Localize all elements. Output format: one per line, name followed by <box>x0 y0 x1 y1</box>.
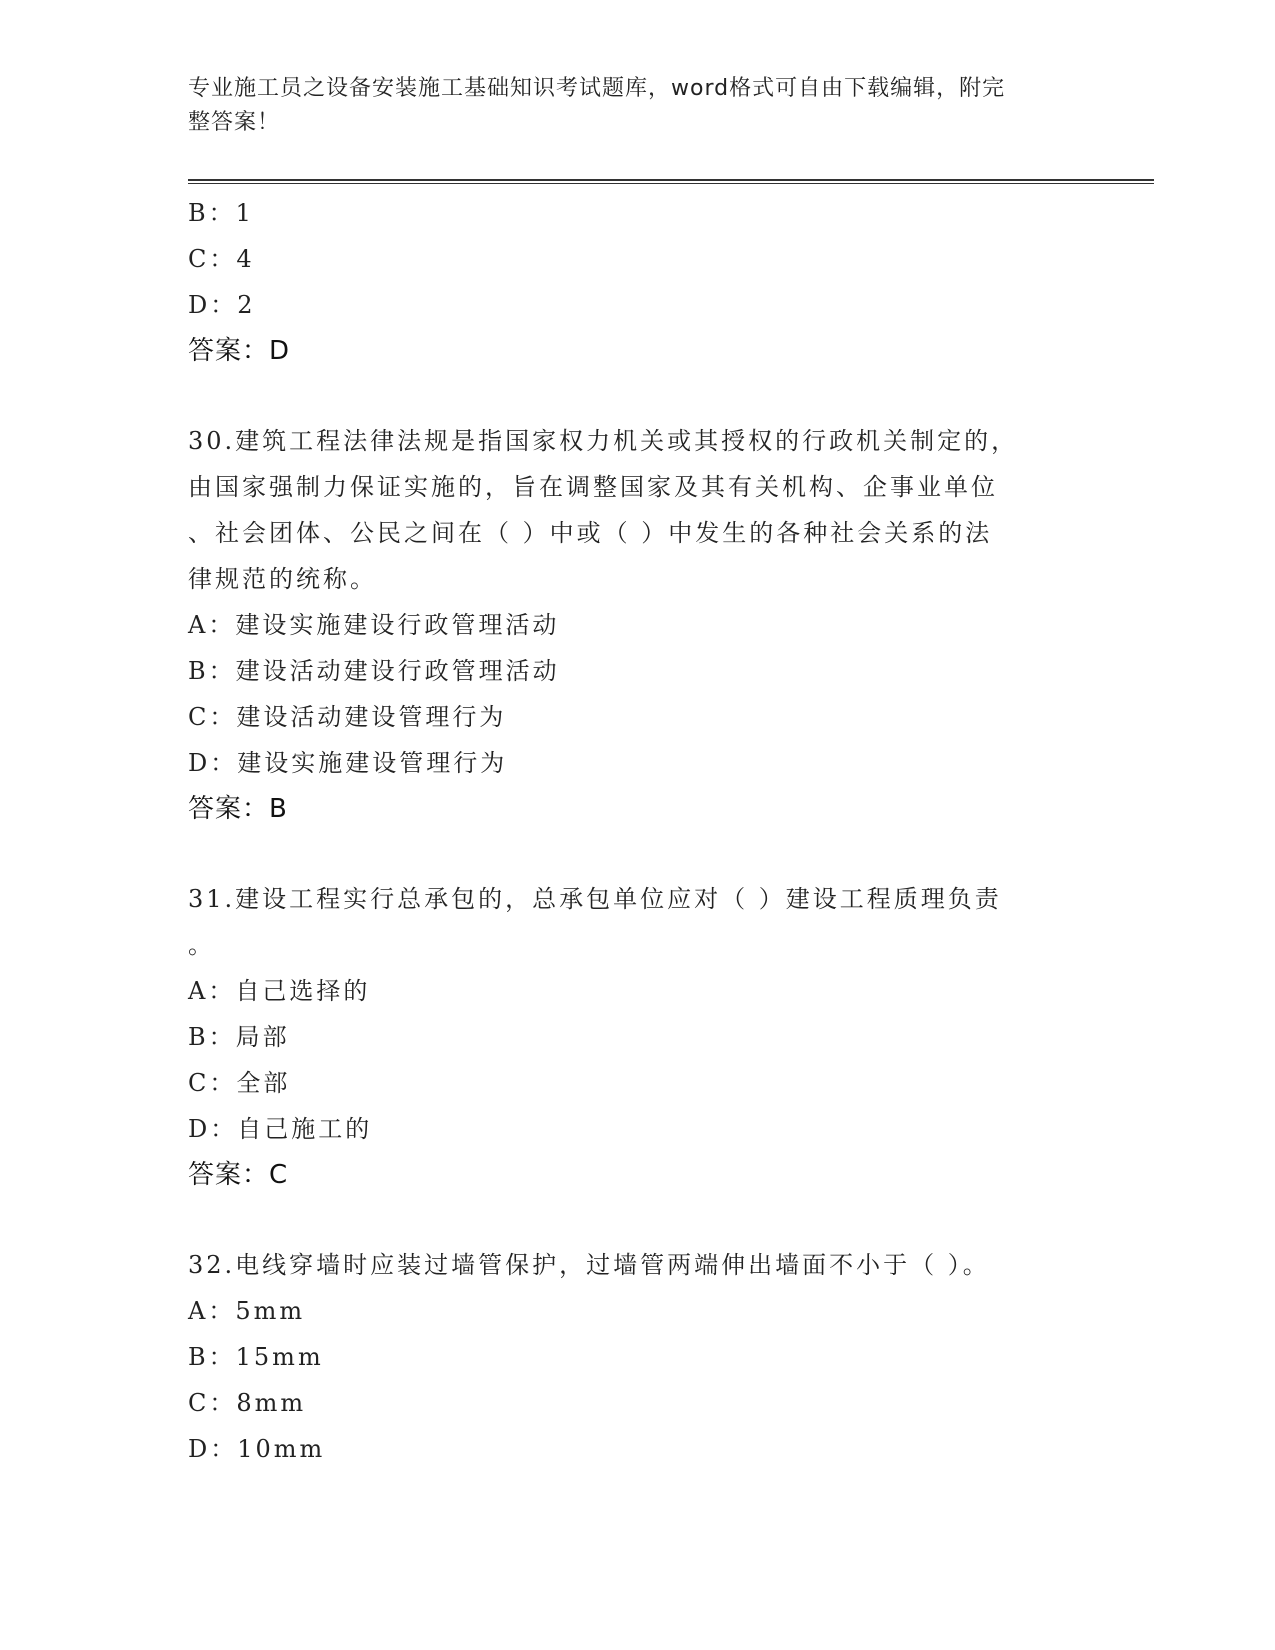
option-separator: ： <box>209 703 237 731</box>
stem-line: 由国家强制力保证实施的，旨在调整国家及其有关机构、企事业单位 <box>188 473 998 501</box>
option-a <box>188 968 1068 1014</box>
option-key: C <box>188 703 210 731</box>
option-c <box>188 1380 1068 1426</box>
answer-line: 答案：D <box>188 336 291 366</box>
option-text: 4 <box>236 245 255 273</box>
option-key: B <box>188 1343 209 1371</box>
option-text: 自己施工的 <box>237 1115 373 1143</box>
question-30 <box>188 418 1068 832</box>
option-text: 建设实施建设管理行为 <box>237 749 508 777</box>
option-d <box>188 1426 1068 1472</box>
option-key: B <box>188 657 209 685</box>
option-key: A <box>188 1297 209 1325</box>
question-29-continued <box>188 190 1068 374</box>
option-b <box>188 1334 1068 1380</box>
question-list <box>188 190 1068 1472</box>
question-stem <box>188 418 1068 602</box>
question-32 <box>188 1242 1068 1472</box>
option-separator: ： <box>208 1343 236 1371</box>
option-a <box>188 1288 1068 1334</box>
option-separator: ： <box>210 291 238 319</box>
stem-line: 律规范的统称。 <box>188 565 377 593</box>
option-separator: ： <box>210 749 238 777</box>
option-b <box>188 190 1068 236</box>
stem-line: 30.建筑工程法律法规是指国家权力机关或其授权的行政机关制定的， <box>188 427 1019 455</box>
option-key: B <box>188 1023 209 1051</box>
option-key: D <box>188 291 211 319</box>
option-key: B <box>188 199 209 227</box>
option-text: 全部 <box>236 1069 291 1097</box>
document-header <box>188 72 1088 140</box>
option-d <box>188 740 1068 786</box>
option-key: A <box>188 611 209 639</box>
option-text: 15mm <box>235 1343 324 1371</box>
header-line-1: 专业施工员之设备安装施工基础知识考试题库，word格式可自由下载编辑，附完 <box>188 76 1006 101</box>
option-text: 8mm <box>236 1389 307 1417</box>
option-separator: ： <box>210 1435 238 1463</box>
option-key: C <box>188 1069 210 1097</box>
header-line-2: 整答案！ <box>188 110 281 135</box>
option-text: 建设实施建设行政管理活动 <box>235 611 560 639</box>
option-b <box>188 1014 1068 1060</box>
answer-line: 答案：B <box>188 794 288 824</box>
option-c <box>188 236 1068 282</box>
option-key: D <box>188 1115 211 1143</box>
stem-line: 31.建设工程实行总承包的，总承包单位应对（ ）建设工程质理负责 <box>188 885 1002 913</box>
header-divider-thick <box>188 179 1154 181</box>
option-d <box>188 1106 1068 1152</box>
option-c <box>188 694 1068 740</box>
option-b <box>188 648 1068 694</box>
option-key: C <box>188 1389 210 1417</box>
option-text: 10mm <box>237 1435 326 1463</box>
option-text: 建设活动建设行政管理活动 <box>235 657 560 685</box>
option-text: 5mm <box>235 1297 306 1325</box>
header-divider-thin <box>188 183 1154 184</box>
option-key: D <box>188 749 211 777</box>
option-separator: ： <box>208 611 236 639</box>
option-a <box>188 602 1068 648</box>
stem-line: 、社会团体、公民之间在（ ）中或（ ）中发生的各种社会关系的法 <box>188 519 993 547</box>
option-separator: ： <box>208 977 236 1005</box>
question-stem <box>188 876 1068 968</box>
option-text: 局部 <box>235 1023 290 1051</box>
option-key: A <box>188 977 209 1005</box>
option-text: 1 <box>235 199 254 227</box>
option-text: 建设活动建设管理行为 <box>236 703 507 731</box>
option-separator: ： <box>208 199 236 227</box>
option-separator: ： <box>208 1023 236 1051</box>
question-stem <box>188 1242 1068 1288</box>
option-separator: ： <box>208 1297 236 1325</box>
option-separator: ： <box>210 1115 238 1143</box>
option-key: C <box>188 245 210 273</box>
option-d <box>188 282 1068 328</box>
option-separator: ： <box>209 1389 237 1417</box>
answer-line: 答案：C <box>188 1160 289 1190</box>
option-separator: ： <box>208 657 236 685</box>
option-text: 自己选择的 <box>235 977 371 1005</box>
option-key: D <box>188 1435 211 1463</box>
option-separator: ： <box>209 1069 237 1097</box>
option-text: 2 <box>237 291 256 319</box>
option-separator: ： <box>209 245 237 273</box>
stem-line: 。 <box>188 931 215 959</box>
question-31 <box>188 876 1068 1198</box>
option-c <box>188 1060 1068 1106</box>
stem-line: 32.电线穿墙时应装过墙管保护，过墙管两端伸出墙面不小于（ ）。 <box>188 1251 990 1279</box>
